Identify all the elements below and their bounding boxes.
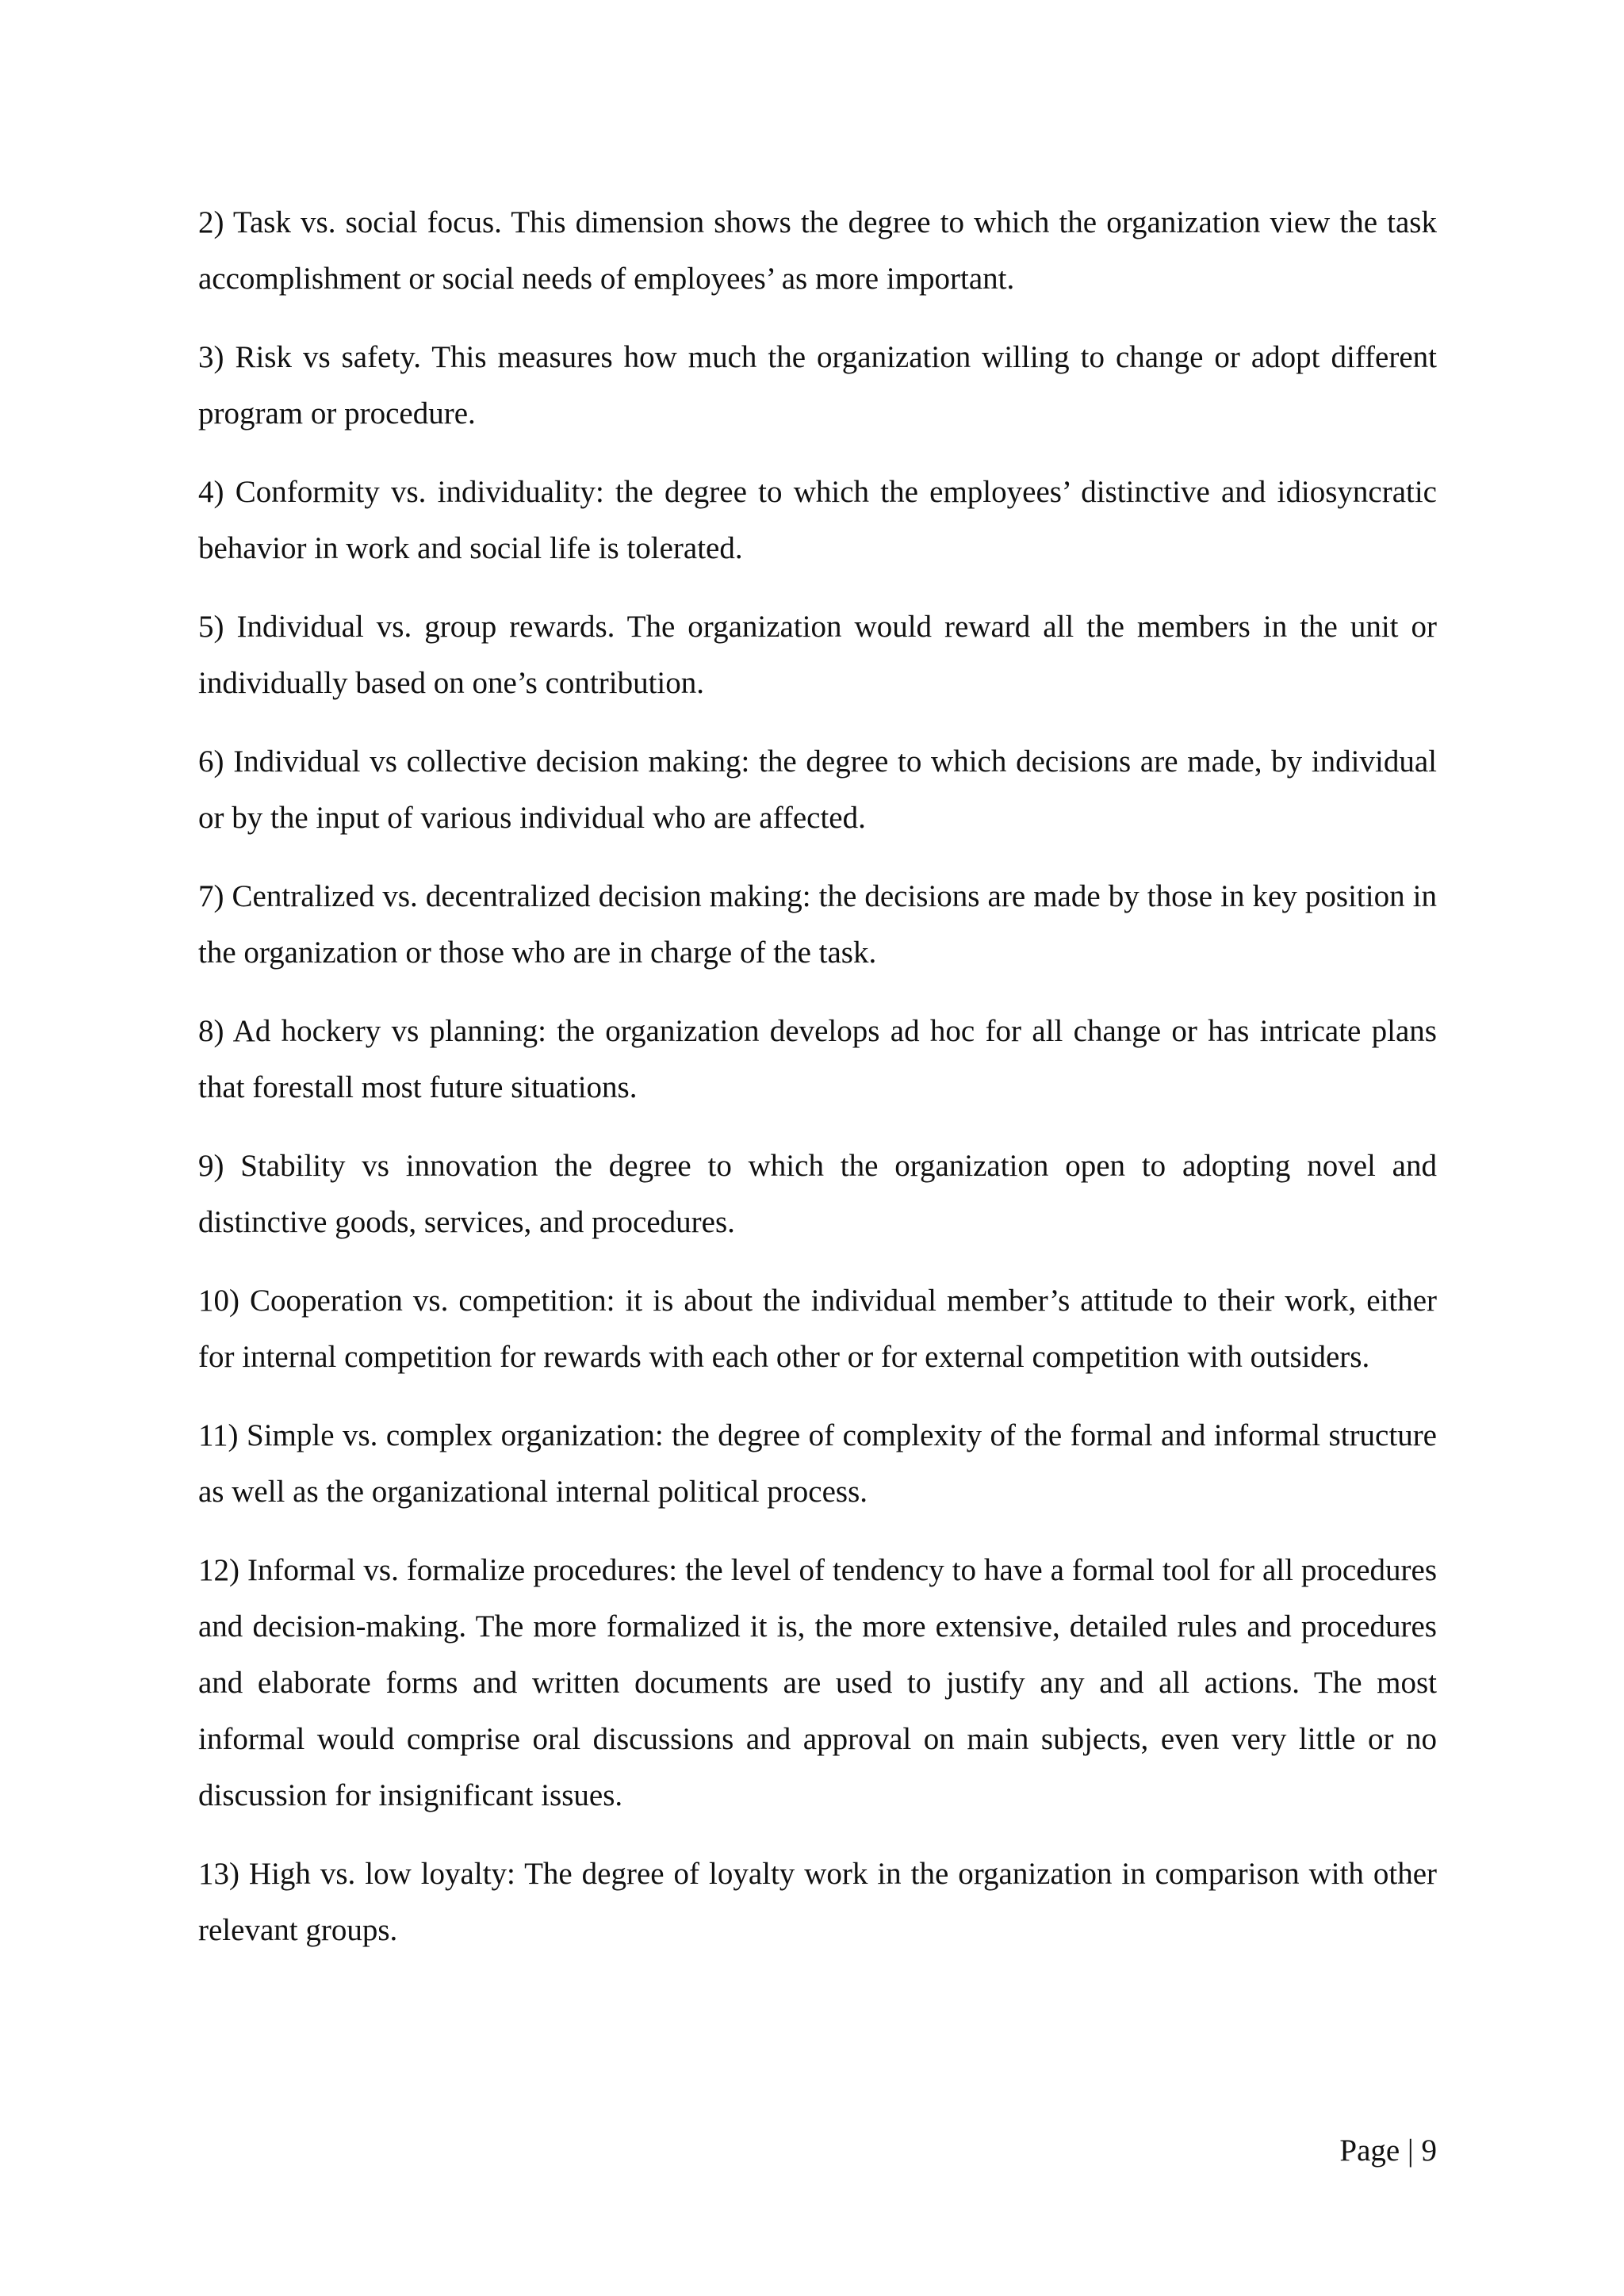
paragraph-ad-hockery-vs-planning: 8) Ad hockery vs planning: the organization develops ad hoc for all change or has intricate plans that forestall most future situations. <box>198 1014 1437 1104</box>
paragraph-cooperation-vs-competition: 10) Cooperation vs. competition: it is about the individual member’s attitude to their work, either for internal competition for rewards with each other or for external competition with outsiders. <box>198 1284 1437 1374</box>
paragraph-task-vs-social-focus: 2) Task vs. social focus. This dimension shows the degree to which the organization view the task accomplishment or social needs of employees’ as more important. <box>198 205 1437 296</box>
page-number: Page | 9 <box>1339 2133 1437 2168</box>
paragraph-informal-vs-formalize: 12) Informal vs. formalize procedures: the level of tendency to have a formal tool for all procedures and decision-making. The more formalized it is, the more extensive, detailed rules and procedures and elaborate forms and written documents are used to justify any and all actions. The most informal would comprise oral discussions and approval on main subjects, even very little or no discussion for insignificant issues. <box>198 1553 1437 1812</box>
document-body <box>198 194 1437 1980</box>
paragraph-risk-vs-safety: 3) Risk vs safety. This measures how much the organization willing to change or adopt different program or procedure. <box>198 340 1437 430</box>
paragraph-centralized-vs-decentralized: 7) Centralized vs. decentralized decision making: the decisions are made by those in key position in the organization or those who are in charge of the task. <box>198 879 1437 970</box>
paragraph-conformity-vs-individuality: 4) Conformity vs. individuality: the degree to which the employees’ distinctive and idiosyncratic behavior in work and social life is tolerated. <box>198 475 1437 565</box>
paragraph-individual-vs-group-rewards: 5) Individual vs. group rewards. The organization would reward all the members in the unit or individually based on one’s contribution. <box>198 610 1437 700</box>
paragraph-individual-vs-collective-decision: 6) Individual vs collective decision making: the degree to which decisions are made, by individual or by the input of various individual who are affected. <box>198 744 1437 835</box>
paragraph-high-vs-low-loyalty: 13) High vs. low loyalty: The degree of loyalty work in the organization in comparison with other relevant groups. <box>198 1857 1437 1947</box>
paragraph-simple-vs-complex: 11) Simple vs. complex organization: the degree of complexity of the formal and informal structure as well as the organizational internal political process. <box>198 1418 1437 1509</box>
paragraph-stability-vs-innovation: 9) Stability vs innovation the degree to which the organization open to adopting novel and distinctive goods, services, and procedures. <box>198 1149 1437 1239</box>
